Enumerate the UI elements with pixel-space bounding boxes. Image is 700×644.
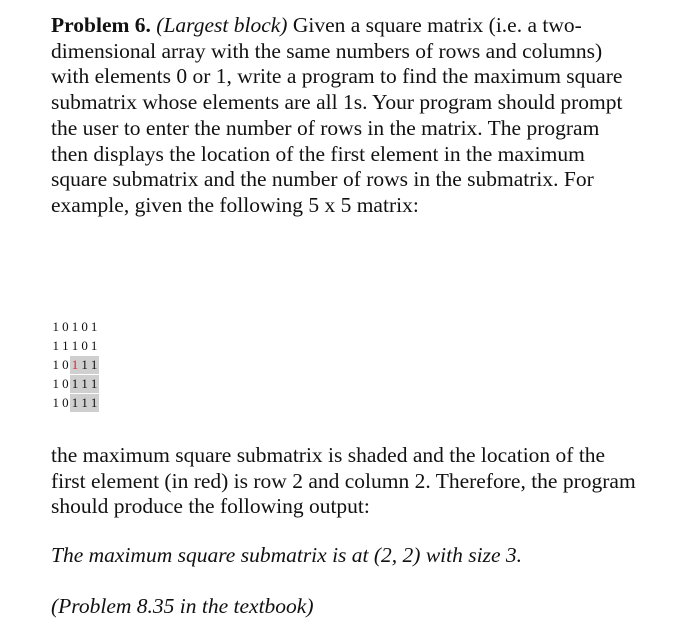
matrix-cell: 1: [90, 319, 98, 334]
matrix-cell: 1: [52, 357, 60, 372]
matrix-cell: 1: [90, 338, 98, 353]
matrix-cell: 1: [90, 376, 98, 391]
matrix-cell: 1: [81, 395, 88, 410]
matrix-cell: 1: [90, 395, 98, 410]
matrix-cell: 1: [52, 376, 60, 391]
matrix-cell: 0: [62, 319, 69, 334]
example-matrix: [51, 318, 99, 413]
matrix-row: [51, 394, 99, 413]
matrix-cell: 0: [62, 357, 69, 372]
matrix-cell: 1: [52, 338, 60, 353]
matrix-cell: 1: [62, 338, 69, 353]
problem-label: Problem 6.: [51, 13, 151, 37]
matrix-row: [51, 375, 99, 394]
expected-output: The maximum square submatrix is at (2, 2) with size 3.: [51, 543, 522, 567]
matrix-cell: 0: [62, 376, 69, 391]
matrix-cell: 1: [71, 319, 79, 334]
matrix-cell: 1: [71, 338, 79, 353]
matrix-cell: 1: [71, 395, 79, 410]
matrix-cell: 1: [52, 319, 60, 334]
problem-intro-text: Given a square matrix (i.e. a two-dimensional array with the same numbers of rows and columns) with elements 0 or 1, write a program to find the maximum square submatrix whose elements are all 1s. Your program should prompt the user to enter the number of rows in the matrix. The program then displays the location of the first element in the maximum square submatrix and the number of rows in the submatrix. For example, given the following 5 x 5 matrix:: [51, 13, 623, 217]
matrix-row: [51, 318, 99, 337]
matrix-cell: 1: [81, 376, 88, 391]
matrix-cell: 0: [62, 395, 69, 410]
result-explanation: the maximum square submatrix is shaded and the location of the first element (in red) is row 2 and column 2. Therefore, the program should produce the following output:: [51, 443, 636, 519]
matrix-row: [51, 356, 99, 375]
matrix-cell: 0: [81, 338, 88, 353]
matrix-cell: 1: [71, 376, 79, 391]
matrix-cell: 1: [81, 357, 88, 372]
matrix-row: [51, 337, 99, 356]
matrix-cell: 0: [81, 319, 88, 334]
problem-statement: [51, 13, 641, 219]
matrix-cell: 1: [90, 357, 98, 372]
matrix-cell: 1: [52, 395, 60, 410]
textbook-reference: (Problem 8.35 in the textbook): [51, 594, 314, 618]
matrix-cell-first-element: 1: [71, 357, 79, 372]
problem-topic: (Largest block): [156, 13, 288, 37]
